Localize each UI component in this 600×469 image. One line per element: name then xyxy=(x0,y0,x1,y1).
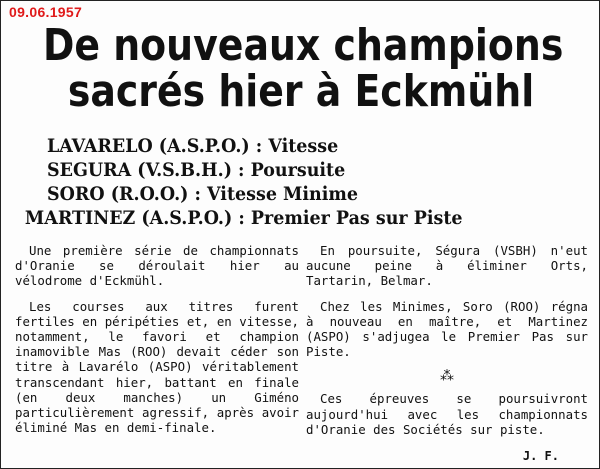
result-row: MARTINEZ (A.S.P.O.) : Premier Pas sur Piste xyxy=(24,207,463,229)
section-separator: ⁂ xyxy=(440,368,454,385)
article-column-left xyxy=(15,243,299,445)
headline xyxy=(43,20,564,117)
article-paragraph: Une première série de championnats d'Oranie se déroulait hier au vélodrome d'Eckmühl. xyxy=(15,243,299,289)
result-row: LAVARELO (A.S.P.O.) : Vitesse xyxy=(47,135,339,157)
result-row: SEGURA (V.S.B.H.) : Poursuite xyxy=(47,159,346,181)
article-paragraph: En poursuite, Ségura (VSBH) n'eut aucune peine à éliminer Orts, Tartarin, Belmar. xyxy=(306,243,588,289)
article-paragraph: Les courses aux titres furent fertiles en péripéties et, en vitesse, notamment, le favori et champion inamovible Mas (ROO) devait céder son titre à Lavarélo (ASPO) véritablement transcendant hier, battant en finale (en deux manches) un Giméno particulièrement agressif, après avoir éliminé Mas en demi-finale. xyxy=(15,298,299,436)
article-paragraph: Ces épreuves se poursuivront aujourd'hui avec les championnats d'Oranie des Sociétés sur piste. xyxy=(306,391,588,437)
article-paragraph: Chez les Minimes, Soro (ROO) régna à nouveau en maître, et Martinez (ASPO) s'adjugea le Premier Pas sur Piste. xyxy=(306,298,588,360)
headline-line-2: sacrés hier à Eckmühl xyxy=(67,66,535,117)
author-signature: J. F. xyxy=(522,449,559,463)
results-list xyxy=(24,134,544,230)
date-stamp: 09.06.1957 xyxy=(9,4,83,20)
article-column-right xyxy=(306,243,588,447)
result-row: SORO (R.O.O.) : Vitesse Minime xyxy=(47,183,358,205)
headline-line-1: De nouveaux champions xyxy=(43,20,564,71)
